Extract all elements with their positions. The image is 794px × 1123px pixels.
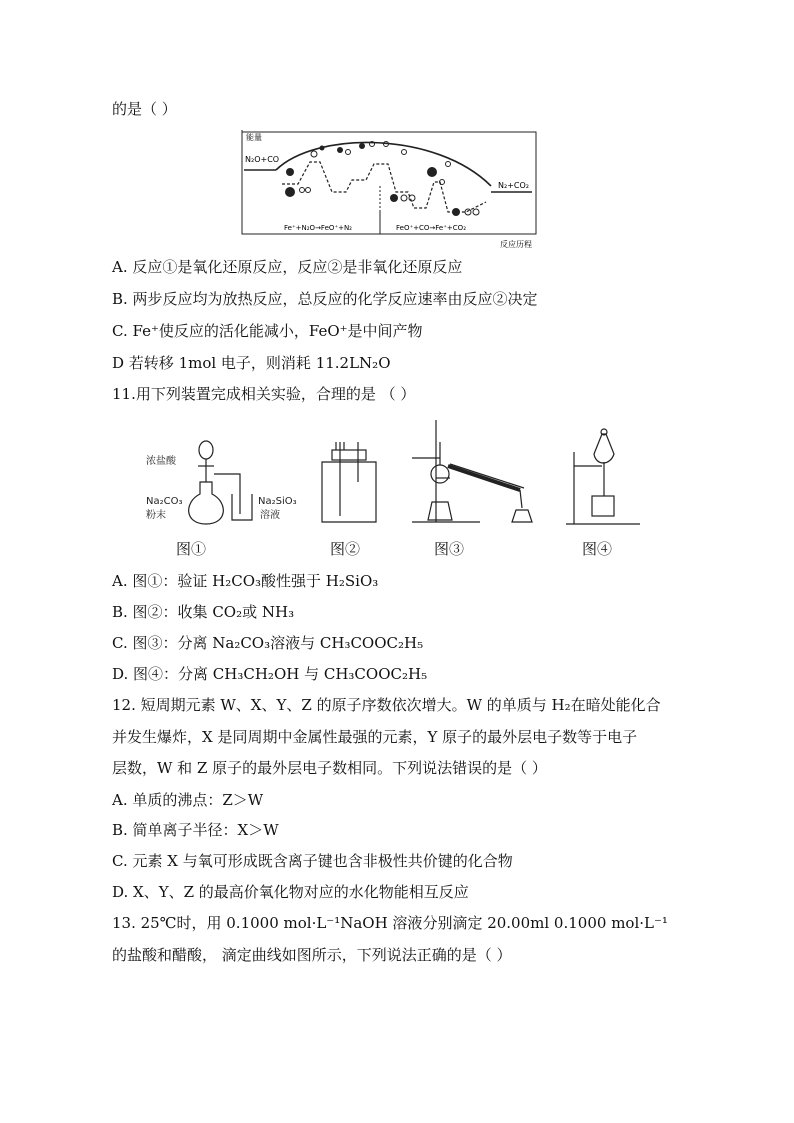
x-axis-label: 反应历程 xyxy=(500,240,532,249)
q10-option-c: C. Fe⁺使反应的活化能减小，FeO⁺是中间产物 xyxy=(112,322,423,340)
q13-stem-line-2: 的盐酸和醋酸， 滴定曲线如图所示，下列说法正确的是（ ） xyxy=(112,946,512,964)
q11-stem: 11.用下列装置完成相关实验，合理的是 （ ） xyxy=(112,385,416,403)
step1-label: Fe⁺+N₂O→FeO⁺+N₂ xyxy=(284,224,352,232)
y-axis-label: 能量 xyxy=(246,133,262,142)
fig1-label-solution: 溶液 xyxy=(260,510,280,521)
fig2-apparatus xyxy=(322,442,376,522)
fig4-apparatus xyxy=(566,429,640,524)
q12-stem-line-3: 层数，W 和 Z 原子的最外层电子数相同。下列说法错误的是（ ） xyxy=(112,759,547,777)
figure-caption-4: 图④ xyxy=(582,540,613,558)
q12-option-b: B. 简单离子半径：X＞W xyxy=(112,821,279,839)
fig1-label-powder: 粉末 xyxy=(146,510,166,521)
q12-option-a: A. 单质的沸点：Z＞W xyxy=(112,791,264,809)
figure-caption-1: 图① xyxy=(176,540,207,558)
q11-option-c: C. 图③：分离 Na₂CO₃溶液与 CH₃COOC₂H₅ xyxy=(112,634,424,652)
q12-stem-line-2: 并发生爆炸，X 是同周期中金属性最强的元素，Y 原子的最外层电子数等于电子 xyxy=(112,728,638,746)
q11-option-d: D. 图④：分离 CH₃CH₂OH 与 CH₃COOC₂H₅ xyxy=(112,665,428,683)
q10-option-a: A. 反应①是氧化还原反应，反应②是非氧化还原反应 xyxy=(112,258,463,276)
q11-option-a: A. 图①：验证 H₂CO₃酸性强于 H₂SiO₃ xyxy=(112,572,379,590)
q10-option-b: B. 两步反应均为放热反应，总反应的化学反应速率由反应②决定 xyxy=(112,290,538,308)
fig1-label-hcl: 浓盐酸 xyxy=(146,456,176,467)
step2-label: FeO⁺+CO→Fe⁺+CO₂ xyxy=(396,224,466,232)
q11-option-b: B. 图②：收集 CO₂或 NH₃ xyxy=(112,603,295,621)
q10-option-d: D 若转移 1mol 电子，则消耗 11.2LN₂O xyxy=(112,354,391,372)
q12-stem-line-1: 12. 短周期元素 W、X、Y、Z 的原子序数依次增大。W 的单质与 H₂在暗处能化合 xyxy=(112,696,661,714)
fig1-label-na2sio3: Na₂SiO₃ xyxy=(258,496,297,507)
q12-option-c: C. 元素 X 与氧可形成既含离子键也含非极性共价键的化合物 xyxy=(112,852,513,870)
figure-caption-3: 图③ xyxy=(434,540,465,558)
right-level-label: N₂+CO₂ xyxy=(498,181,529,190)
left-level-label: N₂O+CO xyxy=(245,155,280,164)
figure-caption-2: 图② xyxy=(330,540,361,558)
q12-option-d: D. X、Y、Z 的最高价氧化物对应的水化物能相互反应 xyxy=(112,883,469,901)
q10-stem-tail: 的是（ ） xyxy=(112,100,177,118)
fig1-apparatus xyxy=(146,441,297,524)
fig3-apparatus xyxy=(412,420,532,522)
fig1-label-na2co3: Na₂CO₃ xyxy=(146,496,183,507)
energy-profile-diagram xyxy=(236,126,566,252)
q13-stem-line-1: 13. 25℃时，用 0.1000 mol·L⁻¹NaOH 溶液分别滴定 20.00ml 0.1000 mol·L⁻¹ xyxy=(112,914,668,932)
